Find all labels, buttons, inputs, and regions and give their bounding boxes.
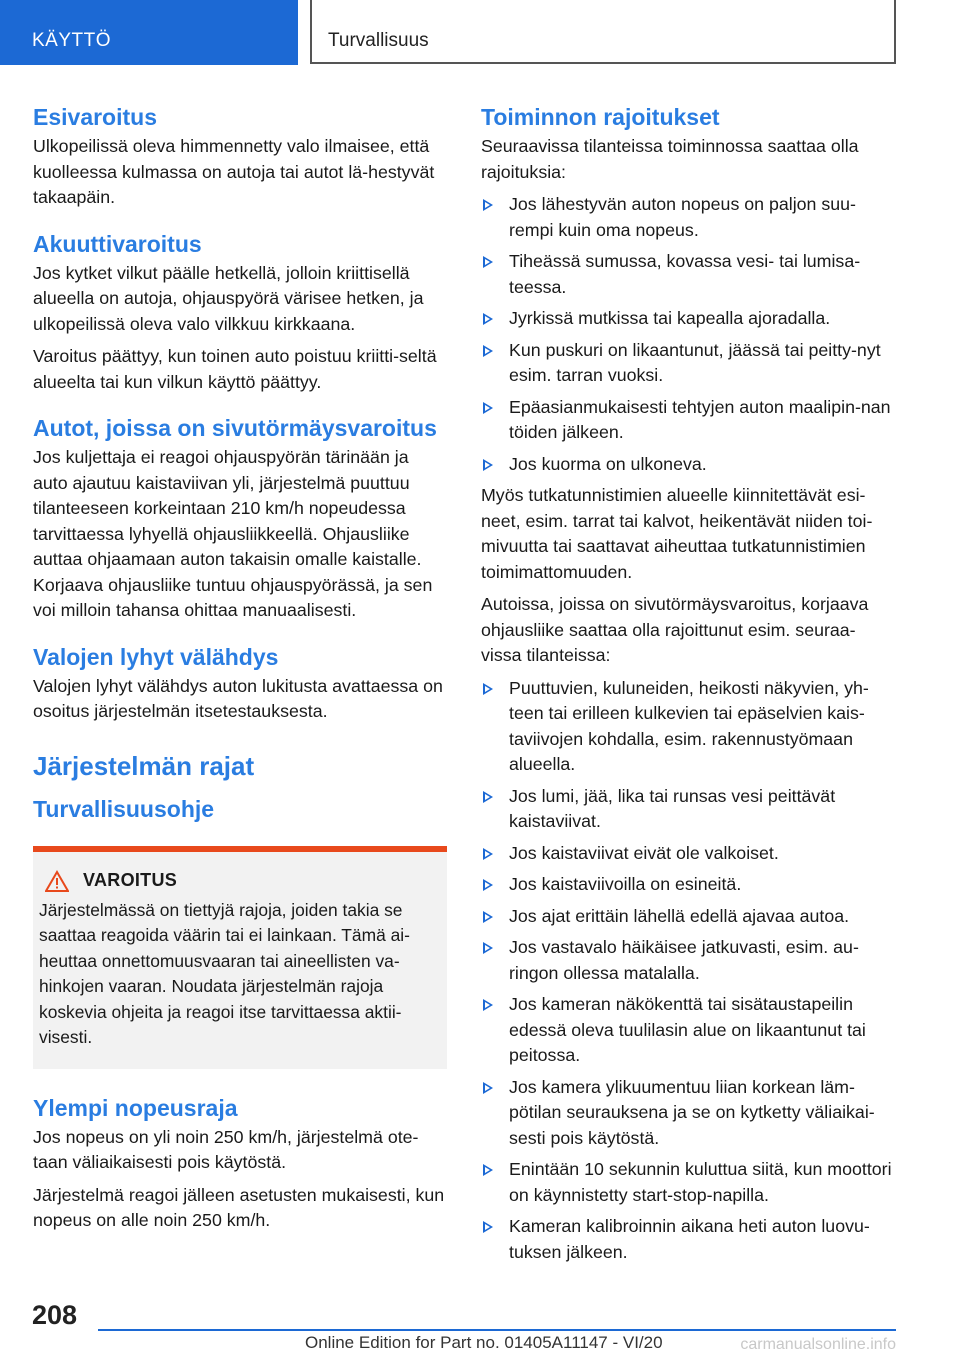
warning-text: Järjestelmässä on tiettyjä rajoja, joiden takia se saattaa reagoida väärin tai ei lainkaan. Tämä ai-heuttaa onnettomuusvaaran tai aineellisten va-hinkojen vaaran. Noudata järjestelmän rajoja koskevia ohjeita ja reagoi itse tarvittaessa aktii-visesti.	[39, 899, 410, 1047]
limitations-list	[481, 192, 896, 477]
list-item: Kameran kalibroinnin aikana heti auton luovu-tuksen jälkeen.	[481, 1214, 896, 1265]
list-item: Jos ajat erittäin lähellä edellä ajavaa autoa.	[481, 904, 896, 930]
list-item: Tiheässä sumussa, kovassa vesi- tai lumisa-teessa.	[481, 249, 896, 300]
page-number: 208	[32, 1300, 78, 1330]
bullet-triangle-icon	[483, 256, 493, 268]
paragraph: Jos kuljettaja ei reagoi ohjauspyörän tärinään ja auto ajautuu kaistaviivan yli, järjestelmä puuttuu tilanteeseen korkeintaan 210 km/h nopeudessa tarvittaessa lyhyellä ohjausliikkeellä. Ohjausliike auttaa ohjaamaan auton takaisin omalle kaistalle. Korjaava ohjausliike tuntuu ohjauspyörässä, ja sen voi milloin tahansa ohittaa manuaalisesti.	[33, 447, 433, 620]
list-item: Puuttuvien, kuluneiden, heikosti näkyvien, yh-teen tai erilleen kulkevien tai epäselvien kais-taviivojen kohdalla, esim. rakennustyömaan alueella.	[481, 676, 896, 778]
footer-divider	[98, 1329, 896, 1331]
bullet-triangle-icon	[483, 459, 493, 471]
bullet-triangle-icon	[483, 402, 493, 414]
bullet-triangle-icon	[483, 879, 493, 891]
watermark: carmanualsonline.info	[700, 1333, 896, 1357]
heading-jarjestelman-rajat: Järjestelmän rajat	[33, 750, 255, 781]
bullet-triangle-icon	[483, 199, 493, 211]
list-item: Jos kuorma on ulkoneva.	[481, 452, 896, 478]
bullet-triangle-icon	[483, 999, 493, 1011]
paragraph: Myös tutkatunnistimien alueelle kiinnitettävät esi-neet, esim. tarrat tai kalvot, heikentävät niiden toi-mivuutta tai saattavat aiheuttaa tutkatunnistimien toimimattomuuden.	[481, 485, 873, 582]
list-item: Jos kaistaviivoilla on esineitä.	[481, 872, 896, 898]
list-item: Jos lähestyvän auton nopeus on paljon suu-rempi kuin oma nopeus.	[481, 192, 896, 243]
heading-valojen: Valojen lyhyt välähdys	[33, 643, 279, 670]
bullet-triangle-icon	[483, 313, 493, 325]
heading-akuuttivaroitus: Akuuttivaroitus	[33, 230, 202, 257]
list-item: Enintään 10 sekunnin kuluttua siitä, kun moottori on käynnistetty start-stop-napilla.	[481, 1157, 896, 1208]
steering-limitations-list	[481, 676, 896, 1266]
bullet-triangle-icon	[483, 683, 493, 695]
warning-label: VAROITUS	[83, 870, 178, 890]
bullet-triangle-icon	[483, 1164, 493, 1176]
paragraph: Valojen lyhyt välähdys auton lukitusta avattaessa on osoitus järjestelmän itsetestauksesta.	[33, 675, 443, 721]
paragraph: Järjestelmä reagoi jälleen asetusten mukaisesti, kun nopeus on alle noin 250 km/h.	[33, 1184, 445, 1230]
bullet-triangle-icon	[483, 1221, 493, 1233]
list-item: Jos kameran näkökenttä tai sisätaustapeilin edessä oleva tuulilasin alue on likaantunut tai peitossa.	[481, 992, 896, 1069]
bullet-triangle-icon	[483, 791, 493, 803]
list-item: Jos kamera ylikuumentuu liian korkean läm-pötilan seurauksena ja se on kytketty väliaikai-sesti pois käytöstä.	[481, 1075, 896, 1152]
heading-esivaroitus: Esivaroitus	[33, 104, 157, 130]
paragraph: Jos kytket vilkut päälle hetkellä, jolloin kriittisellä alueella on autoja, ohjauspyörä värisee hetken, ja ulkopeilissä oleva valo vilkkuu kirkkaana.	[33, 262, 424, 334]
list-item: Jos kaistaviivat eivät ole valkoiset.	[481, 841, 896, 867]
warning-triangle-icon	[45, 870, 69, 892]
bullet-triangle-icon	[483, 911, 493, 923]
list-item: Kun puskuri on likaantunut, jäässä tai peitty-nyt esim. tarran vuoksi.	[481, 338, 896, 389]
paragraph: Varoitus päättyy, kun toinen auto poistuu kriitti-seltä alueelta tai kun vilkun käyttö päättyy.	[33, 346, 437, 392]
paragraph: Jos nopeus on yli noin 250 km/h, järjestelmä ote-taan väliaikaisesti pois käytöstä.	[33, 1126, 419, 1172]
section-title: Turvallisuus	[310, 0, 896, 64]
heading-ylempi-nopeusraja: Ylempi nopeusraja	[33, 1094, 238, 1121]
bullet-triangle-icon	[483, 848, 493, 860]
right-column	[481, 100, 896, 1271]
heading-turvallisuusohje: Turvallisuusohje	[33, 795, 215, 822]
paragraph: Ulkopeilissä oleva himmennetty valo ilmaisee, että kuolleessa kulmassa on autoja tai autot lä-hestyvät takaapäin.	[33, 136, 435, 207]
left-column	[33, 100, 447, 1234]
warning-box	[33, 846, 447, 1069]
chapter-tab[interactable]: KÄYTTÖ	[0, 0, 298, 65]
footer-edition: Online Edition for Part no. 01405A11147 - VI/20	[305, 1333, 663, 1352]
heading-autot: Autot, joissa on sivutörmäysvaroitus	[33, 415, 437, 441]
bullet-triangle-icon	[483, 345, 493, 357]
list-item: Jos lumi, jää, lika tai runsas vesi peittävät kaistaviivat.	[481, 784, 896, 835]
paragraph: Seuraavissa tilanteissa toiminnossa saattaa olla rajoituksia:	[481, 136, 859, 182]
list-item: Epäasianmukaisesti tehtyjen auton maalipin-nan töiden jälkeen.	[481, 395, 896, 446]
list-item: Jyrkissä mutkissa tai kapealla ajoradalla.	[481, 306, 896, 332]
bullet-triangle-icon	[483, 942, 493, 954]
heading-toiminnon-rajoitukset: Toiminnon rajoitukset	[481, 104, 720, 130]
bullet-triangle-icon	[483, 1082, 493, 1094]
paragraph: Autoissa, joissa on sivutörmäysvaroitus, korjaava ohjausliike saattaa olla rajoittunut esim. seuraa-vissa tilanteissa:	[481, 594, 869, 665]
list-item: Jos vastavalo häikäisee jatkuvasti, esim. au-ringon ollessa matalalla.	[481, 935, 896, 986]
